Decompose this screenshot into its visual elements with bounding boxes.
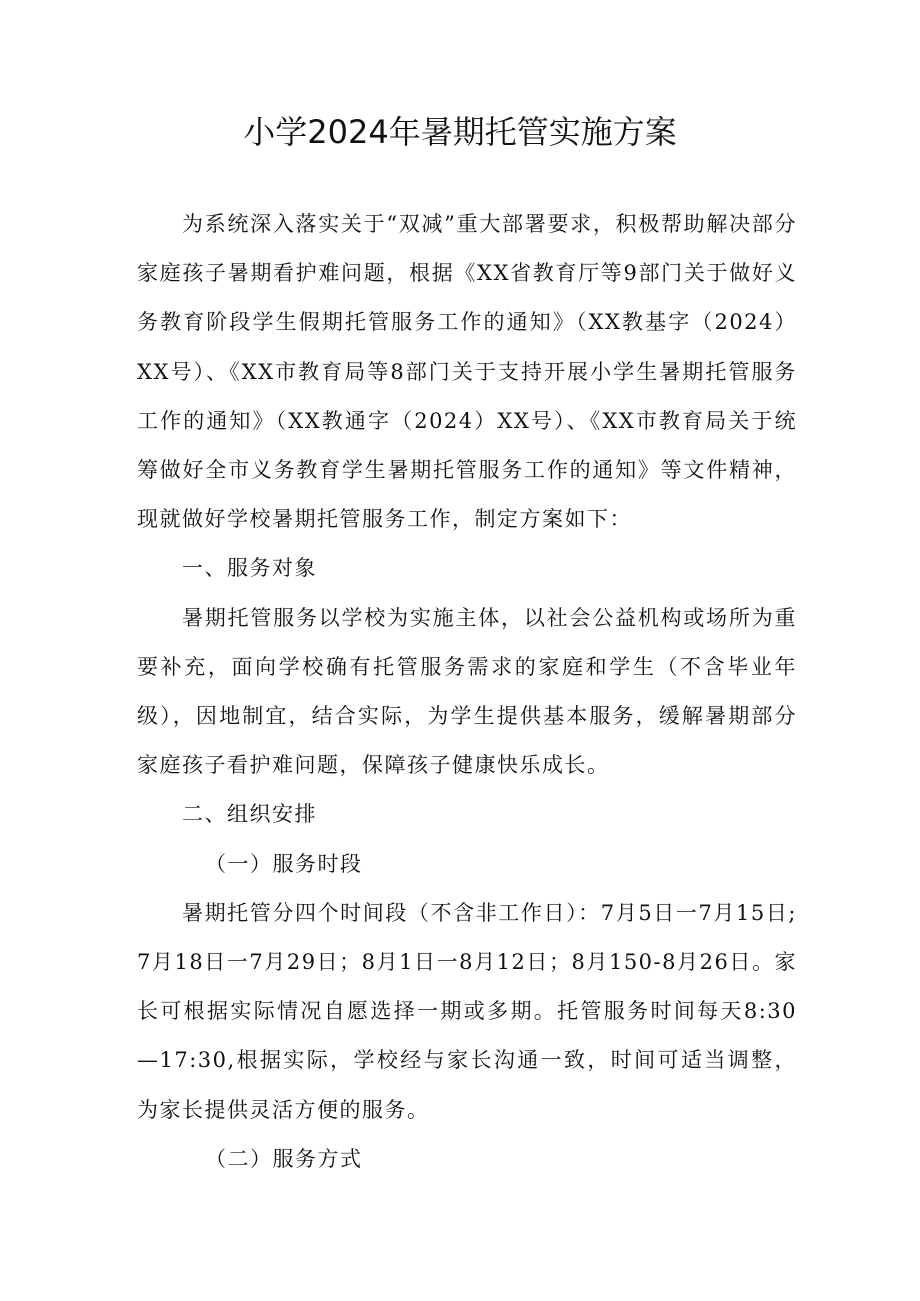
intro-paragraph: 为系统深入落实关于“双减”重大部署要求，积极帮助解决部分家庭孩子暑期看护难问题，根据《XX省教育厅等9部门关于做好义务教育阶段学生假期托管服务工作的通知》（XX教基字（2024）XX号）、《XX市教育局等8部门关于支持开展小学生暑期托管服务工作的通知》（XX教通字（2024）XX号）、《XX市教育局关于统筹做好全市义务教育学生暑期托管服务工作的通知》等文件精神，现就做好学校暑期托管服务工作，制定方案如下： [137, 212, 797, 532]
service-target-paragraph: 暑期托管服务以学校为实施主体，以社会公益机构或场所为重要补充，面向学校确有托管服务需求的家庭和学生（不含毕业年级），因地制宜，结合实际，为学生提供基本服务，缓解暑期部分家庭孩子看护难问题，保障孩子健康快乐成长。 [137, 605, 797, 778]
service-period-paragraph: 暑期托管分四个时间段（不含非工作日）：7月5日一7月15日;7月18日一7月29日；8月1日一8月12日；8月150-8月26日。家长可根据实际情况自愿选择一期或多期。托管服务时间每天8:30—17:30,根据实际，学校经与家长沟通一致，时间可适当调整，为家长提供灵活方便的服务。 [137, 900, 797, 1122]
subsection-heading-service-mode: （二）服务方式 [205, 1146, 363, 1171]
document-body [137, 200, 797, 1184]
subsection-heading-service-period: （一）服务时段 [205, 851, 363, 876]
section-heading-organization: 二、组织安排 [182, 802, 317, 827]
document-title: 小学2024年暑期托管实施方案 [243, 113, 677, 151]
section-heading-service-target: 一、服务对象 [182, 556, 317, 581]
